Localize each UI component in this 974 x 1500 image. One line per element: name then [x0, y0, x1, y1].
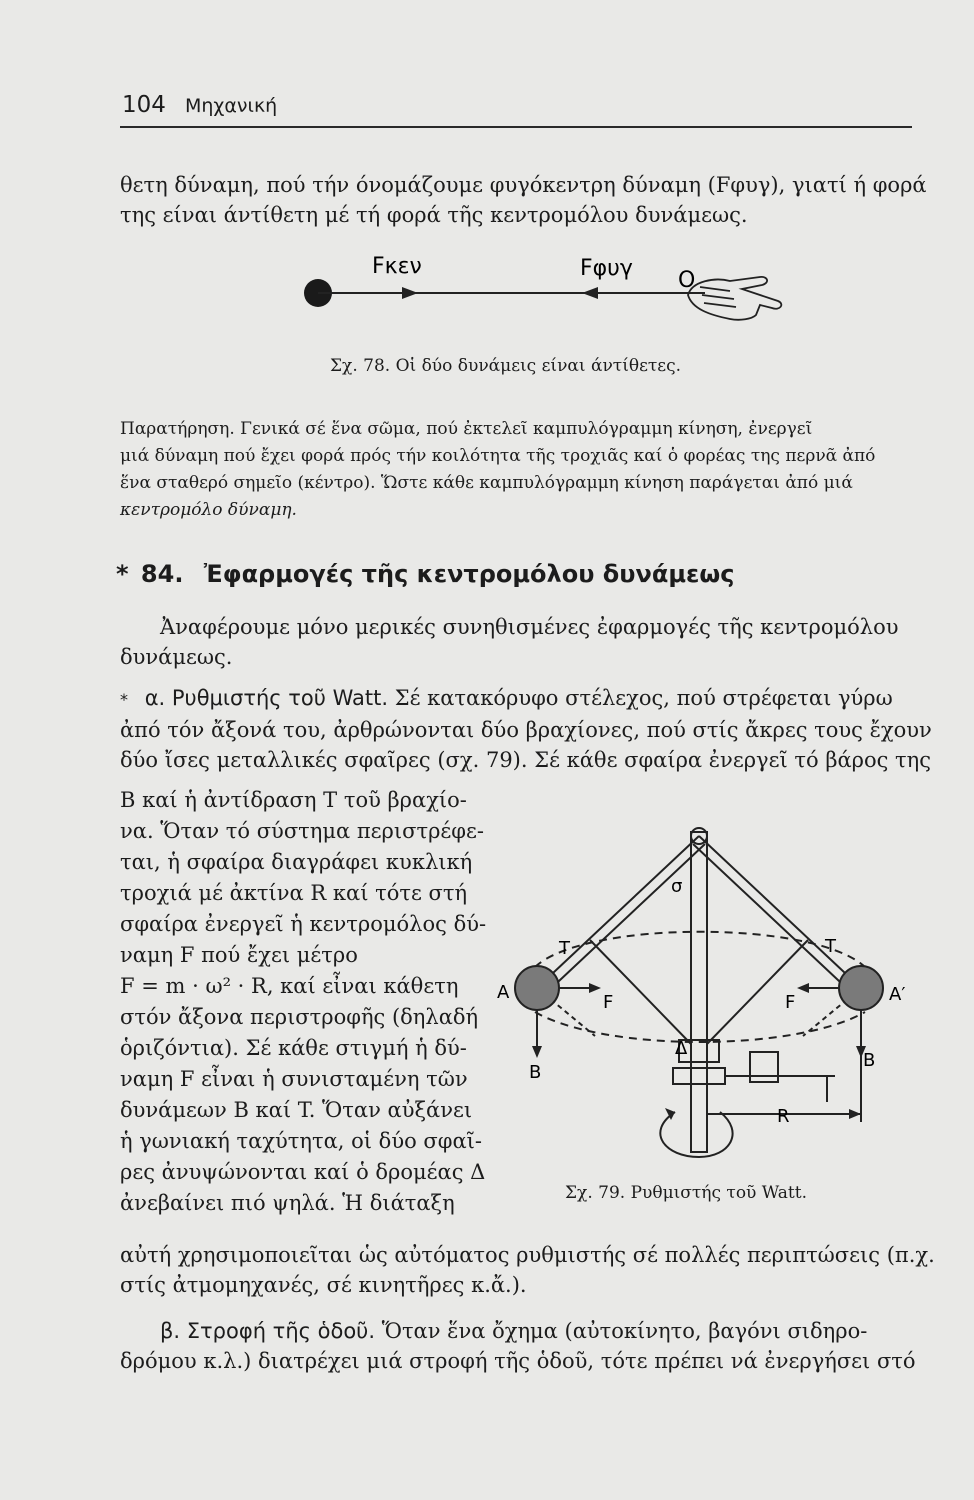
- ball-right: [839, 966, 883, 1010]
- text-line: Παρατήρηση. Γενικά σέ ἕνα σῶμα, πού ἐκτελεῖ καμπυλόγραμμη κίνηση, ἐνεργεῖ: [120, 419, 813, 439]
- section-star: *: [116, 560, 129, 588]
- radius-arrow: [849, 1109, 861, 1119]
- text-line: μιά δύναμη πού ἔχει φορά πρός τήν κοιλότητα τῆς τροχιᾶς καί ὁ φορέας της περνᾶ ἀπό: [120, 446, 876, 466]
- spindle: [691, 832, 707, 1152]
- text-line: δυνάμεως.: [120, 645, 233, 669]
- centripetal-arrow-head: [402, 287, 418, 299]
- orbit-arc: [535, 932, 865, 967]
- label-f-kev: Fκεν: [372, 254, 422, 279]
- label-f-right: F: [785, 992, 796, 1013]
- item-a-full-lines: [120, 683, 932, 775]
- text-line: Ἀναφέρουμε μόνο μερικές συνηθισμένες ἐφαρμογές τῆς κεντρομόλου: [160, 615, 899, 639]
- figure-79: [495, 812, 915, 1172]
- force-left-arrow: [589, 983, 601, 993]
- item-star: *: [120, 690, 128, 709]
- weight-left-arrow: [532, 1046, 542, 1058]
- text-line: [120, 683, 932, 715]
- text-line: B καί ἡ ἀντίδραση T τοῦ βραχίο-: [120, 788, 467, 812]
- arm-right: [699, 836, 861, 988]
- section-title: Ἐφαρμογές τῆς κεντρομόλου δυνάμεως: [203, 560, 735, 588]
- text-line: αὐτή χρησιμοποιεῖται ὡς αὐτόματος ρυθμιστής σέ πολλές περιπτώσεις (π.χ.: [120, 1243, 935, 1267]
- item-a-heading: α. Ρυθμιστής τοῦ Watt.: [144, 686, 389, 710]
- label-a-prime: A′: [889, 984, 906, 1005]
- header-rule: [120, 126, 912, 128]
- figure-79-caption: Σχ. 79. Ρυθμιστής τοῦ Watt.: [565, 1183, 807, 1203]
- text-line: F = m · ω² · R, καί εἶναι κάθετη: [120, 974, 459, 998]
- ball-left: [515, 966, 559, 1010]
- intro-paragraph: [120, 612, 899, 672]
- text-line: δύο ἴσες μεταλλικές σφαῖρες (σχ. 79). Σέ κάθε σφαίρα ἐνεργεῖ τό βάρος της: [120, 748, 932, 772]
- label-r: R: [777, 1106, 790, 1127]
- collar: [673, 1068, 725, 1084]
- item-a-final-lines: [120, 1240, 935, 1300]
- text-line: της είναι άντίθετη μέ τή φορά τῆς κεντρομόλου δυνάμεως.: [120, 203, 748, 227]
- item-b-heading: β. Στροφή τῆς ὁδοῦ.: [160, 1319, 376, 1343]
- text-line: ὁριζόντια). Σέ κάθε στιγμή ἡ δύ-: [120, 1036, 467, 1060]
- force-right-arrow: [797, 983, 809, 993]
- text-line: στόν ἄξονα περιστροφῆς (δηλαδή: [120, 1005, 479, 1029]
- figure-78-caption: Σχ. 78. Οἱ δύο δυνάμεις είναι άντίθετες.: [330, 356, 682, 376]
- chapter-title: Μηχανική: [185, 95, 278, 117]
- text-line: τροχιά μέ ἀκτίνα R καί τότε στή: [120, 881, 468, 905]
- label-o: O: [678, 268, 696, 293]
- text-line: σφαίρα ἐνεργεῖ ἡ κεντρομόλος δύ-: [120, 912, 487, 936]
- page-number: 104: [122, 92, 166, 118]
- label-b-left: B: [529, 1062, 542, 1083]
- label-sigma: σ: [671, 876, 683, 897]
- lever-box: [750, 1052, 778, 1082]
- label-t-right: T: [825, 936, 836, 957]
- figure-78: [290, 245, 810, 345]
- text-line: ρες ἀνυψώνονται καί ὁ δρομέας Δ: [120, 1160, 486, 1184]
- arm-left-b: [543, 844, 705, 996]
- arm-left: [537, 836, 699, 988]
- text-line: [120, 1316, 916, 1346]
- text-line: κεντρομόλο δύναμη.: [120, 500, 297, 520]
- text-line: ἕνα σταθερό σημεῖο (κέντρο). Ὥστε κάθε καμπυλόγραμμη κίνηση παράγεται ἀπό μιά: [120, 473, 853, 493]
- item-b-paragraph: [120, 1316, 916, 1376]
- text-line: στίς ἀτμομηχανές, σέ κινητῆρες κ.ἄ.).: [120, 1273, 527, 1297]
- text-line: ναμη F πού ἔχει μέτρο: [120, 943, 358, 967]
- label-f-left: F: [603, 992, 614, 1013]
- remark-paragraph: [120, 416, 875, 524]
- page-header: [122, 92, 277, 118]
- hand-icon: [688, 277, 781, 320]
- item-b-text: Ὅταν ἕνα ὄχημα (αὐτοκίνητο, βαγόνι σιδηρο-: [381, 1319, 868, 1343]
- label-delta: Δ: [675, 1038, 688, 1059]
- arm-right-b: [693, 844, 855, 996]
- text-line: να. Ὅταν τό σύστημα περιστρέφε-: [120, 819, 484, 843]
- text-line: δυνάμεων B καί T. Ὅταν αὐξάνει: [120, 1098, 473, 1122]
- text-line: ἡ γωνιακή ταχύτητα, οἱ δύο σφαῖ-: [120, 1129, 482, 1153]
- text-line: ἀνεβαίνει πιό ψηλά. Ἡ διάταξη: [120, 1191, 455, 1215]
- label-f-fyg: Fφυγ: [580, 256, 633, 281]
- text-line: ται, ἡ σφαίρα διαγράφει κυκλική: [120, 850, 473, 874]
- label-a: A: [497, 982, 510, 1003]
- paragraph-centrifugal: [120, 170, 927, 230]
- text-line: δρόμου κ.λ.) διατρέχει μιά στροφή τῆς ὁδοῦ, τότε πρέπει νά ἐνεργήσει στό: [120, 1349, 916, 1373]
- section-heading-84: [116, 560, 734, 588]
- label-t-left: T: [559, 938, 570, 959]
- text-line: ναμη F εἶναι ἡ συνισταμένη τῶν: [120, 1067, 468, 1091]
- item-a-narrow-column: [120, 785, 486, 1219]
- centrifugal-arrow-head: [582, 287, 598, 299]
- orbit-arc-lower: [535, 1012, 865, 1042]
- section-number: 84.: [140, 560, 184, 588]
- item-a-text: Σέ κατακόρυφο στέλεχος, πού στρέφεται γύρω: [394, 686, 893, 710]
- label-b-right: B: [863, 1050, 876, 1071]
- text-line: ἀπό τόν ἄξονά του, ἀρθρώνονται δύο βραχίονες, πού στίς ἄκρες τους ἔχουν: [120, 718, 932, 742]
- text-line: θετη δύναμη, πού τήν όνομάζουμε φυγόκεντρη δύναμη (Fφυγ), γιατί ή φορά: [120, 173, 927, 197]
